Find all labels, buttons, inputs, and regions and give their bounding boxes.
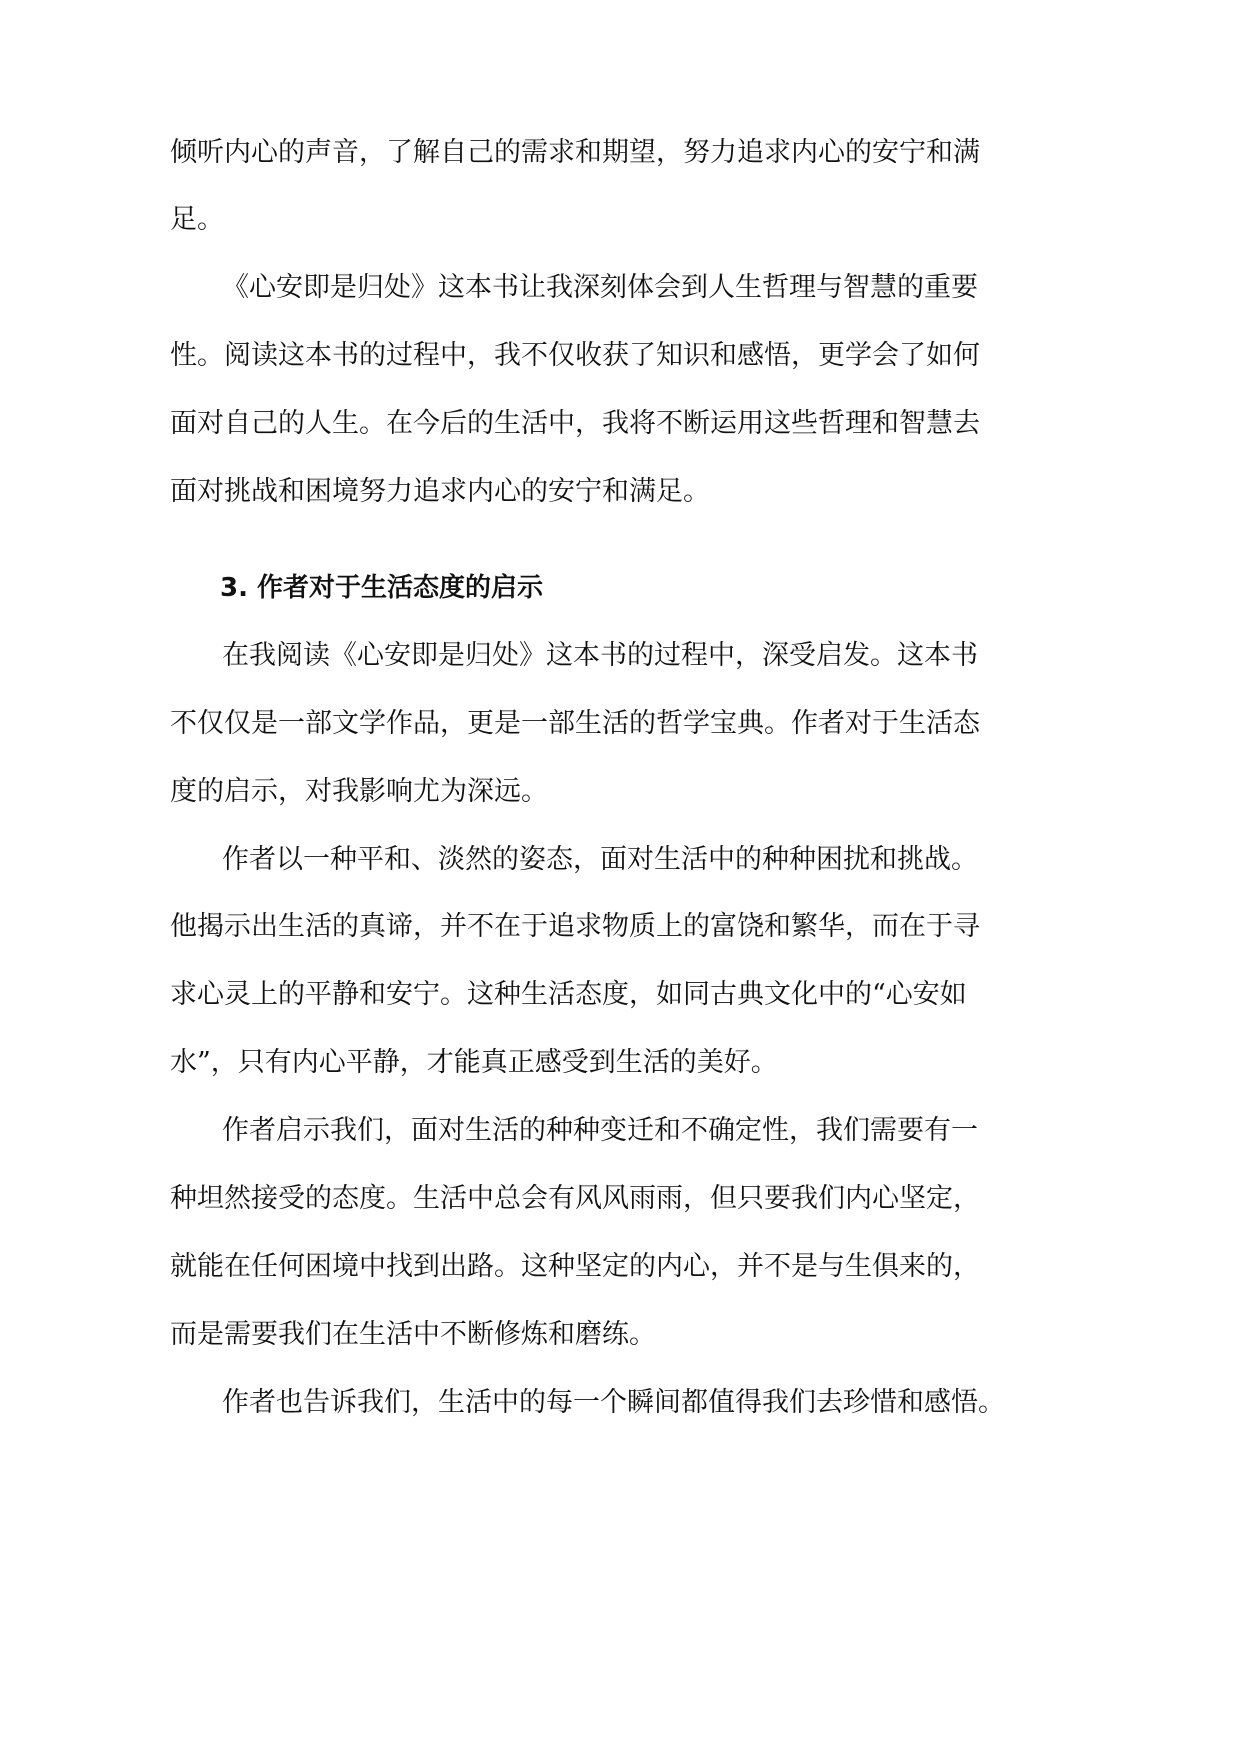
body-text-line: 他揭示出生活的真谛，并不在于追求物质上的富饶和繁华，而在于寻 [170,911,980,942]
body-text-line: 度的启示，对我影响尤为深远。 [170,776,548,807]
paragraph-first-line: 《心安即是归处》这本书让我深刻体会到人生哲理与智慧的重要 [222,272,978,303]
body-text-line: 求心灵上的平静和安宁。这种生活态度，如同古典文化中的“心安如 [170,979,967,1010]
section-heading: 3. 作者对于生活态度的启示 [220,573,544,603]
body-text-line: 而是需要我们在生活中不断修炼和磨练。 [170,1319,656,1350]
paragraph-first-line: 在我阅读《心安即是归处》这本书的过程中，深受启发。这本书 [222,640,978,671]
body-text-line: 水”，只有内心平静，才能真正感受到生活的美好。 [170,1047,778,1078]
body-text-line: 性。阅读这本书的过程中，我不仅收获了知识和感悟，更学会了如何 [170,340,980,371]
body-text-line: 种坦然接受的态度。生活中总会有风风雨雨，但只要我们内心坚定， [170,1183,980,1214]
body-text-line: 倾听内心的声音，了解自己的需求和期望，努力追求内心的安宁和满 [170,137,980,168]
body-text-line: 足。 [170,204,224,235]
paragraph-first-line: 作者以一种平和、淡然的姿态，面对生活中的种种困扰和挑战。 [222,844,978,875]
body-text-line: 不仅仅是一部文学作品，更是一部生活的哲学宝典。作者对于生活态 [170,708,980,739]
body-text-line: 面对挑战和困境努力追求内心的安宁和满足。 [170,476,710,507]
paragraph-first-line: 作者也告诉我们，生活中的每一个瞬间都值得我们去珍惜和感悟。 [222,1387,1005,1418]
body-text-line: 就能在任何困境中找到出路。这种坚定的内心，并不是与生俱来的， [170,1251,980,1282]
paragraph-first-line: 作者启示我们，面对生活的种种变迁和不确定性，我们需要有一 [222,1115,978,1146]
body-text-line: 面对自己的人生。在今后的生活中，我将不断运用这些哲理和智慧去 [170,408,980,439]
